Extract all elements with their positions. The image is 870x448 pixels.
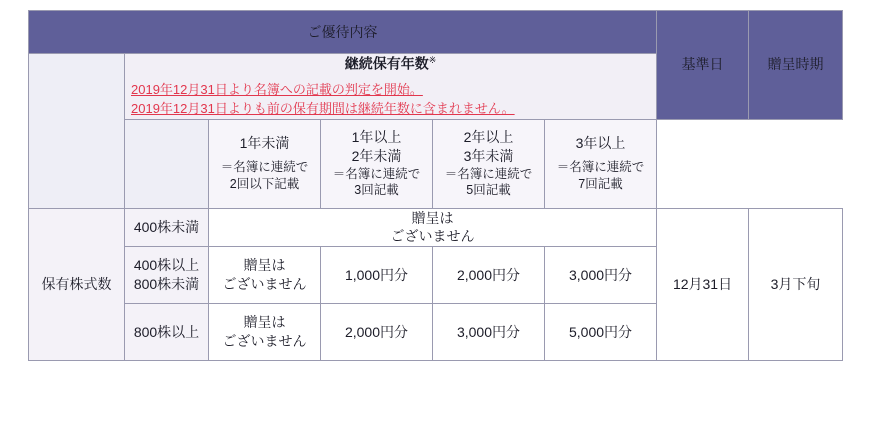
row-2-value-1: 2,000円分 [321, 304, 433, 361]
table-header-row [29, 11, 843, 54]
row-0-merged-line2: ございません [390, 228, 475, 245]
year-column-3 [545, 119, 657, 208]
table-row [29, 208, 843, 247]
year-column-2-range: 2年以上 [463, 128, 514, 145]
keizoku-note-line1: 2019年12月31日より名簿への記載の判定を開始。 [131, 81, 423, 97]
year-column-2-cond2: 5回記載 [466, 183, 511, 198]
year-columns-row [29, 119, 843, 208]
year-column-3-cond1: ＝名簿に連続で [556, 160, 645, 175]
keizoku-note-line2: 2019年12月31日よりも前の保有期間は継続年数に含まれません。 [131, 101, 515, 117]
year-column-2 [433, 119, 545, 208]
year-column-1 [321, 119, 433, 208]
year-column-1-range: 1年以上 [351, 128, 402, 145]
row-label-2 [125, 304, 209, 361]
kijunbi-value: 12月31日 [657, 208, 749, 361]
table-title: ご優待内容 [29, 11, 657, 54]
row-1-value-0 [209, 247, 321, 304]
row-1-value-1: 1,000円分 [321, 247, 433, 304]
row-0-merged-line1: 贈呈は [411, 209, 454, 226]
row-2-value-0-line1: 贈呈は [243, 314, 286, 331]
row-2-value-3: 5,000円分 [545, 304, 657, 361]
year-column-0-cond2: 2回以下記載 [229, 176, 300, 191]
keizoku-title [125, 54, 656, 74]
year-columns-empty-cell [125, 119, 209, 208]
row-label-1-line2: 800株未満 [133, 276, 200, 293]
row-1-value-2: 2,000円分 [433, 247, 545, 304]
year-column-3-cond2: 7回記載 [578, 176, 623, 191]
header-zotei: 贈呈時期 [749, 11, 843, 120]
row-2-value-0 [209, 304, 321, 361]
year-column-0 [209, 119, 321, 208]
year-column-1-cond1: ＝名簿に連続で [332, 166, 421, 181]
year-column-0-range: 1年未満 [239, 135, 290, 152]
row-label-0-line1: 400株未満 [133, 218, 200, 235]
row-1-value-0-line2: ございません [222, 276, 307, 293]
row-label-0 [125, 208, 209, 247]
row-group-label: 保有株式数 [29, 208, 125, 361]
year-column-1-cond2: 3回記載 [354, 183, 399, 198]
year-column-2-cond1: ＝名簿に連続で [444, 166, 533, 181]
year-column-3-range: 3年以上 [575, 135, 626, 152]
row-label-1 [125, 247, 209, 304]
year-column-1-range2: 2年未満 [351, 147, 402, 164]
row-0-merged-value [209, 208, 657, 247]
corner-empty-cell [29, 54, 125, 209]
zotei-value: 3月下旬 [749, 208, 843, 361]
keizoku-title-note: ※ [428, 55, 437, 65]
keizoku-header-cell [125, 54, 657, 120]
header-kijunbi: 基準日 [657, 11, 749, 120]
row-2-value-2: 3,000円分 [433, 304, 545, 361]
row-label-2-line1: 800株以上 [133, 323, 200, 340]
year-column-0-cond1: ＝名簿に連続で [220, 160, 309, 175]
year-column-2-range2: 3年未満 [463, 147, 514, 164]
shareholder-benefit-table [28, 10, 843, 361]
keizoku-title-text: 継続保有年数 [344, 55, 429, 72]
row-1-value-0-line1: 贈呈は [243, 257, 286, 274]
row-label-1-line1: 400株以上 [133, 257, 200, 274]
row-2-value-0-line2: ございません [222, 333, 307, 350]
row-1-value-3: 3,000円分 [545, 247, 657, 304]
